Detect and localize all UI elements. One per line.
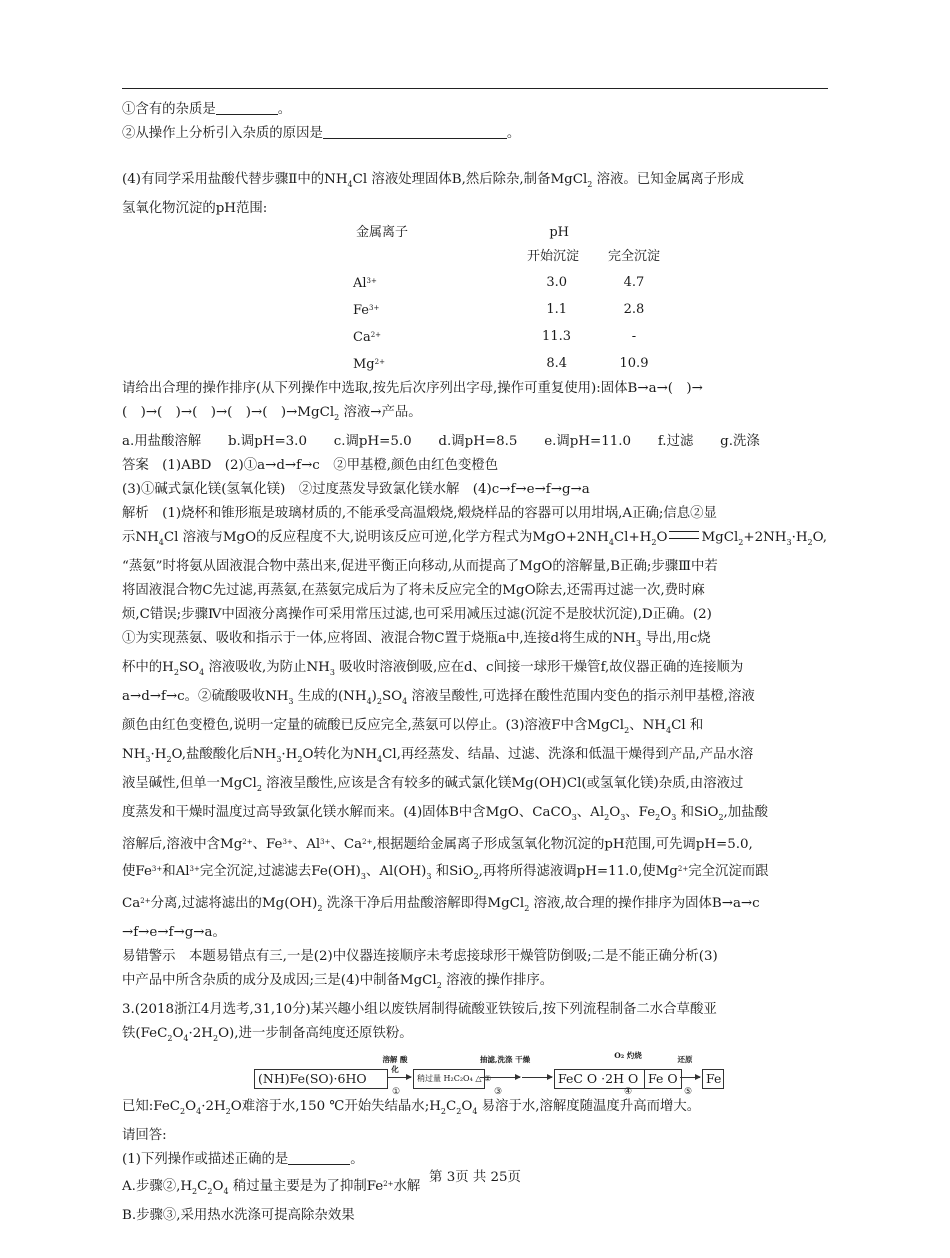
arrow-icon xyxy=(480,1077,520,1078)
page-footer: 第 3页 共 25页 xyxy=(429,1170,521,1185)
table-header: 完全沉淀 xyxy=(607,249,660,264)
answer-blank xyxy=(288,1150,350,1165)
explanation-line: 杯中的$H_2SO_4$ 溶液吸收,为防止$NH_3$ 吸收时溶液倒吸,应在d、c间接一球形干燥管f,故仪器正确的连接顺为 xyxy=(122,660,744,677)
flow-step-label: 抽滤,洗涤 干燥 xyxy=(479,1055,531,1064)
question-4: (4)有同学采用盐酸代替步骤Ⅱ中的$NH_4Cl$ 溶液处理固体B,然后除杂,制备MgCl$_2$ 溶液。已知金属离子形成 xyxy=(122,172,744,189)
flow-step-label: O₂ 灼烧 xyxy=(614,1051,642,1060)
explanation-line: 溶解后,溶液中含$Mg^{2+}$、$Fe^{3+}$、$Al^{3+}$、$Ca^{2+}$,根据题给金属离子形成氢氧化物沉淀的pH范围,可先调pH=5.0, xyxy=(122,837,753,852)
explanation-line: 度蒸发和干燥时温度过高导致氯化镁水解而来。(4)固体B中含MgO、CaCO$_3$、$Al_2O_3$、$Fe_2O_3$ 和SiO$_2$,加盐酸 xyxy=(122,805,768,822)
step-number: ③ xyxy=(494,1087,503,1097)
table-row: $Mg^{2+}$ 8.4 10.9 xyxy=(353,355,649,372)
arrow-icon xyxy=(522,1077,552,1078)
table-row: $Al^{3+}$ 3.0 4.7 xyxy=(353,274,645,291)
question-line: ②从操作上分析引入杂质的原因是 。 xyxy=(122,126,521,141)
question-3: 铁$(FeC_2O_4\cdot 2H_2O)$,进一步制备高纯度还原铁粉。 xyxy=(122,1026,413,1043)
table-row: $Fe^{3+}$ 1.1 2.8 xyxy=(353,301,645,318)
equilibrium-arrow-icon xyxy=(669,531,699,539)
step-number: ① xyxy=(392,1087,401,1097)
known-line: 已知$:FeC_2O_4\cdot 2H_2O$难溶于水,150 ℃开始失结晶水$;H_2C_2O_4$ 易溶于水,溶解度随温度升高而增大。 xyxy=(122,1099,701,1116)
answer-blank xyxy=(216,100,278,115)
answer-line: (3)①碱式氯化镁(氢氧化镁) ②过度蒸发导致氯化镁水解 (4)c→f→e→f→g→a xyxy=(122,482,590,497)
explanation-line: ①为实现蒸氨、吸收和指示于一体,应将固、液混合物C置于烧瓶a中,连接d将生成的$NH_3$ 导出,用c烧 xyxy=(122,631,711,648)
flow-box-iron-oxide: Fe O xyxy=(644,1069,682,1089)
explanation-line: 示$NH_4Cl$ 溶液与MgO的反应程度不大,说明该反应可逆,化学方程式为$MgO+2NH_4Cl+H_2O$ $MgCl_2+2NH_3\cdot H_2O$, xyxy=(122,530,828,547)
explanation-line: →f→e→f→g→a。 xyxy=(122,925,226,940)
flow-box-start: (NH)Fe(SO)·6HO xyxy=(254,1069,388,1089)
answer-line: 答案 (1)ABD (2)①a→d→f→c ②甲基橙,颜色由红色变橙色 xyxy=(122,458,499,473)
step-number: ④ xyxy=(624,1087,633,1097)
flow-box-oxalate: FeC O ·2H O xyxy=(554,1069,648,1089)
explanation-line: 液呈碱性,但单一MgCl$_2$ 溶液呈酸性,应该是含有较多的碱式氯化镁Mg(OH)Cl(或氢氧化镁)杂质,由溶液过 xyxy=(122,776,744,793)
ph-table xyxy=(337,221,689,377)
explanation-line: 烦,C错误;步骤Ⅳ中固液分离操作可采用常压过滤,也可采用减压过滤(沉淀不是胶状沉淀),D正确。(2) xyxy=(122,607,712,622)
question-line: (1)下列操作或描述正确的是 。 xyxy=(122,1152,364,1167)
explanation-line: 使$Fe^{3+}$和$Al^{3+}$完全沉淀,过滤滤去$Fe(OH)_3$、$Al(OH)_3$ 和SiO$_2$,再将所得滤液调pH=11.0,使$Mg^{2+}$完全沉淀而跟 xyxy=(122,864,769,881)
question-3: 3.(2018浙江4月选考,31,10分)某兴趣小组以废铁屑制得硫酸亚铁铵后,按下列流程制备二水合草酸亚 xyxy=(122,1002,717,1017)
explanation-line: $Ca^{2+}$分离,过滤将滤出的$Mg(OH)_2$ 洗涤干净后用盐酸溶解即得MgCl$_2$ 溶液,故合理的操作排序为固体B→a→c xyxy=(122,896,760,913)
option-b: B.步骤③,采用热水洗涤可提高除杂效果 xyxy=(122,1208,355,1223)
answer-blank xyxy=(323,124,507,139)
explanation-line: “蒸氨”时将氨从固液混合物中蒸出来,促进平衡正向移动,从而提高了MgO的溶解量,B正确;步骤Ⅲ中若 xyxy=(122,559,718,574)
explanation-line: a→d→f→c。②硫酸吸收$NH_3$ 生成的$(NH_4)_2SO_4$ 溶液呈酸性,可选择在酸性范围内变色的指示剂甲基橙,溶液 xyxy=(122,689,755,706)
flow-step-label: 溶解 酸化 xyxy=(382,1055,408,1074)
step-number: ⑤ xyxy=(684,1087,693,1097)
process-flow-diagram xyxy=(122,1053,830,1095)
table-header: 开始沉淀 xyxy=(526,249,579,264)
table-header: 金属离子 xyxy=(355,225,408,240)
explanation-line: 颜色由红色变橙色,说明一定量的硫酸已反应完全,蒸氨可以停止。(3)溶液F中含MgCl$_2$、$NH_4Cl$ 和 xyxy=(122,718,704,735)
option-a: A.步骤$②,H_2C_2O_4$ 稍过量主要是为了抑制$Fe^{2+}$水解 xyxy=(122,1179,421,1196)
order-line: ( )→( )→( )→( )→( )→MgCl$_2$ 溶液→产品。 xyxy=(122,405,422,422)
warning-line: 易错警示 本题易错点有三,一是(2)中仪器连接顺序未考虑接球形干燥管防倒吸;二是不能正确分析(3) xyxy=(122,949,718,964)
explanation-line: $NH_3\cdot H_2O$,盐酸酸化后$NH_3\cdot H_2O$转化为$NH_4Cl$,再经蒸发、结晶、过滤、洗涤和低温干燥得到产品,产品水溶 xyxy=(122,747,754,764)
explanation-line: 将固液混合物C先过滤,再蒸氨,在蒸氨完成后为了将未反应完全的MgO除去,还需再过滤一次,费时麻 xyxy=(122,583,705,598)
page-content xyxy=(122,98,830,1228)
question-4: 氢氧化物沉淀的pH范围: xyxy=(122,201,268,216)
warning-line: 中产品中所含杂质的成分及成因;三是(4)中制备MgCl$_2$ 溶液的操作排序。 xyxy=(122,973,554,990)
table-header: pH xyxy=(549,225,569,240)
prompt-line: 请回答: xyxy=(122,1128,167,1143)
table-row: $Ca^{2+}$ 11.3 - xyxy=(353,328,637,345)
flow-box-iron: Fe xyxy=(702,1069,724,1089)
explanation-line: 解析 (1)烧杯和锥形瓶是玻璃材质的,不能承受高温煅烧,煅烧样品的容器可以用坩埚,A正确;信息②显 xyxy=(122,506,717,521)
arrow-icon xyxy=(680,1077,700,1078)
order-line: 请给出合理的操作排序(从下列操作中选取,按先后次序列出字母,操作可重复使用):固体B→a→( )→ xyxy=(122,381,703,396)
question-line: ①含有的杂质是 。 xyxy=(122,102,292,117)
header-rule xyxy=(122,88,828,89)
options-line: a.用盐酸溶解 b.调pH=3.0 c.调pH=5.0 d.调pH=8.5 e.调pH=11.0 f.过滤 g.洗涤 xyxy=(122,434,760,449)
flow-step-label: 还原 xyxy=(677,1055,693,1064)
flow-box-step2: 稍过量 H₂C₂O₄ △ ② xyxy=(413,1069,485,1089)
arrow-icon xyxy=(387,1077,411,1078)
